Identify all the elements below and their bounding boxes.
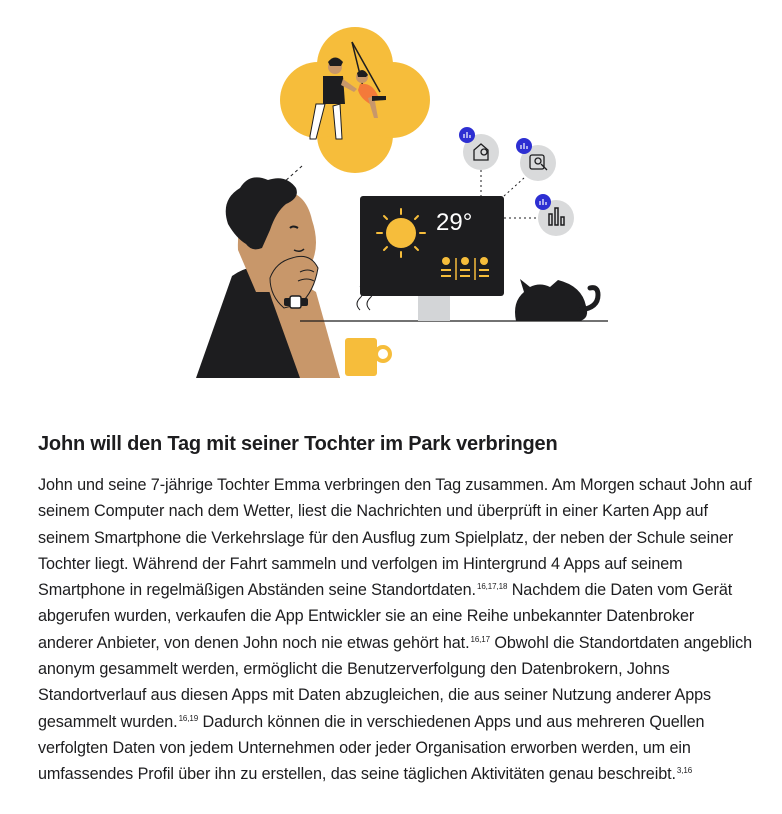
bar-chart-icon [535,194,574,236]
body-segment: Obwohl die Standortdaten angeblich anonym gesammelt werden, ermöglicht die Benutzerverfolgung den Datenbrokern, Johns Standortverlauf aus diesen Apps mit Daten abzugleichen, die aus seiner Nutzung anderer Apps gesammelt wurden. [38,633,752,731]
weather-monitor [360,196,504,321]
body-segment: John und seine 7-jährige Tochter Emma verbringen den Tag zusammen. Am Morgen schaut John auf seinem Computer nach dem Wetter, liest die Nachrichten und überprüft in einer Karten App auf seinem Smartphone die Verkehrslage für den Ausflug zum Spielplatz, der neben der Schule seiner Tochter liegt. Während der Fahrt sammeln und verfolgen im Hintergrund 4 Apps auf seinem Smartphone in regelmäßigen Abständen seine Standortdaten. [38,476,752,600]
citation: 16,17,18 [476,582,508,592]
article-title: John will den Tag mit seiner Tochter im Park verbringen [38,433,558,455]
location-pin-icon [459,127,499,170]
thought-cloud [280,27,430,173]
hero-illustration [0,0,782,400]
body-segment: Dadurch können die in verschiedenen Apps und aus mehreren Quellen verfolgten Daten von jedem Unternehmen oder jeder Organisation erworben werden, um ein umfassendes Profil über ihn zu erstellen, das seine täglichen Aktivitäten genau beschreibt. [38,712,705,784]
coffee-mug-icon [345,286,390,376]
citation: 3,16 [676,766,693,776]
citation: 16,19 [178,713,199,723]
map-search-icon [516,138,556,181]
body-segment: Nachdem die Daten vom Gerät abgerufen wurden, verkaufen die App Entwickler sie an eine Reihe unbekannter Datenbroker anderer Anbieter, von denen John noch nie etwas gehört hat. [38,581,733,652]
cat-icon [515,279,598,321]
article-body [38,472,753,788]
article [38,430,753,788]
citation: 16,17 [470,634,491,644]
temperature-readout: 29° [436,209,473,236]
john-figure [196,177,340,378]
